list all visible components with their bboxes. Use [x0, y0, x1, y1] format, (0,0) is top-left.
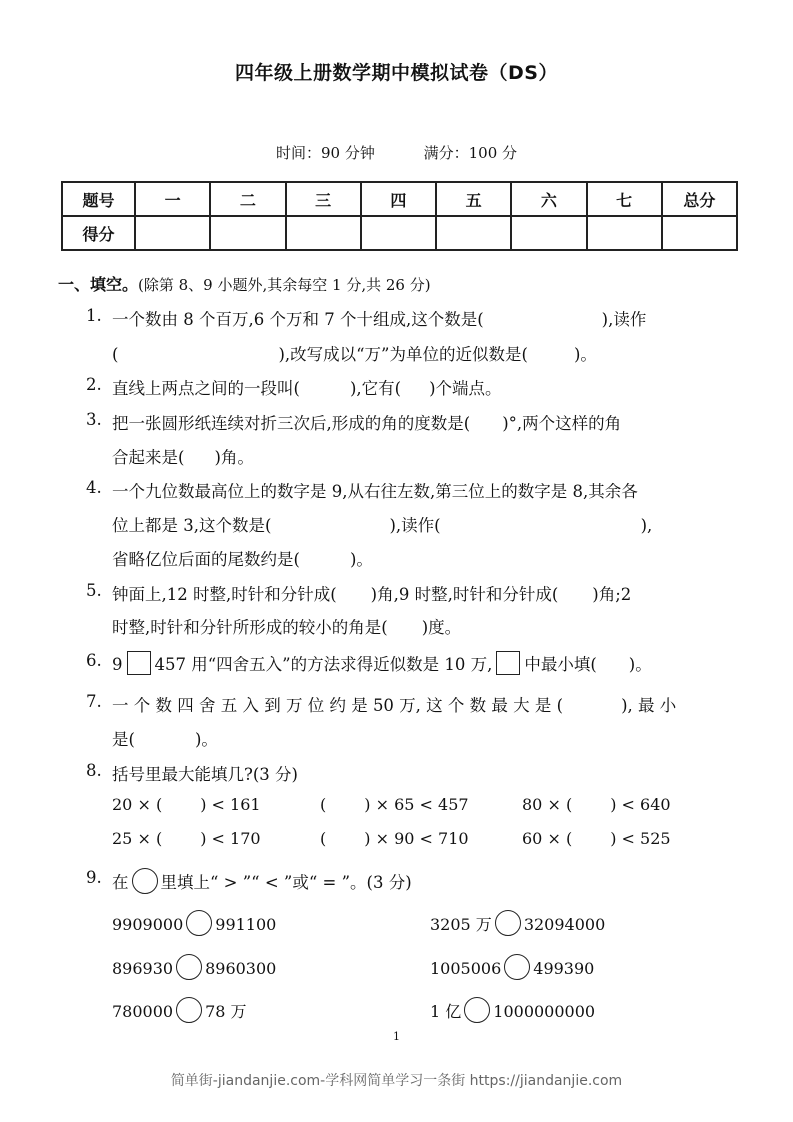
- compare-circle[interactable]: [464, 997, 490, 1023]
- q8-item: [112, 829, 261, 848]
- q8-right: ) < 170: [200, 829, 261, 848]
- q8-right: ) × 90 < 710: [364, 829, 469, 848]
- question-4-line-1: [112, 478, 638, 502]
- question-4-line-3: [112, 546, 373, 570]
- exam-meta: [0, 142, 793, 163]
- q9-left: 3205 万: [430, 915, 492, 934]
- score-cell[interactable]: [135, 216, 210, 250]
- footer-watermark: 简单街-jiandanjie.com-学科网简单学习一条街 https://jiandanjie.com: [170, 1073, 623, 1089]
- q1-text: (: [112, 345, 119, 364]
- question-number: 4.: [86, 478, 102, 497]
- q4-text: ),: [640, 516, 653, 535]
- q8-left: 20 × (: [112, 795, 163, 814]
- q6-text: )。: [628, 655, 652, 674]
- header-cell: 六: [511, 182, 586, 216]
- header-cell: 总分: [662, 182, 737, 216]
- q5-text: )度。: [421, 618, 462, 637]
- q3-text: 把一张圆形纸连续对折三次后,形成的角的度数是(: [112, 414, 471, 433]
- question-7-line-2: [112, 726, 218, 750]
- score-cell[interactable]: [361, 216, 436, 250]
- header-cell: 三: [286, 182, 361, 216]
- q3-text: 合起来是(: [112, 448, 185, 467]
- q8-item: [112, 795, 261, 814]
- row-label: 得分: [62, 216, 135, 250]
- q9-item: [430, 997, 595, 1023]
- question-number: 7.: [86, 692, 102, 711]
- header-cell: 五: [436, 182, 511, 216]
- q1-text: ),改写成以“万”为单位的近似数是(: [278, 345, 528, 364]
- q4-text: 省略亿位后面的尾数约是(: [112, 550, 300, 569]
- section-title: 一、填空。: [58, 275, 139, 294]
- q4-text: 一个九位数最高位上的数字是 9,从右往左数,第三位上的数字是 8,其余各: [112, 482, 638, 501]
- q9-item: [112, 954, 276, 980]
- question-number: 1.: [86, 306, 102, 325]
- header-cell: 七: [587, 182, 662, 216]
- question-number: 9.: [86, 868, 102, 887]
- score-cell[interactable]: [511, 216, 586, 250]
- q6-text: 9: [112, 655, 123, 674]
- q4-text: )。: [349, 550, 373, 569]
- header-cell: 题号: [62, 182, 135, 216]
- score-table: [61, 181, 738, 251]
- q1-text: ),读作: [601, 310, 647, 329]
- q5-text: )角;2: [592, 585, 632, 604]
- q5-text: 时整,时针和分针所形成的较小的角是(: [112, 618, 388, 637]
- q8-left: 25 × (: [112, 829, 163, 848]
- q2-text: ),它有(: [349, 379, 402, 398]
- question-3-line-2: [112, 444, 254, 468]
- q7-text: 一 个 数 四 舍 五 入 到 万 位 约 是 50 万, 这 个 数 最 大 是 (: [112, 696, 564, 715]
- q9-text: 里填上“ > ”“ < ”或“ = ”。(3 分): [160, 873, 412, 892]
- score-cell[interactable]: [210, 216, 285, 250]
- q9-item: [430, 954, 594, 980]
- q5-text: )角,9 时整,时针和分针成(: [370, 585, 559, 604]
- circle-icon: [132, 868, 158, 894]
- question-8-prompt: 括号里最大能填几?(3 分): [112, 765, 298, 784]
- header-cell: 一: [135, 182, 210, 216]
- q9-left: 1005006: [430, 959, 502, 978]
- q8-right: ) < 640: [610, 795, 671, 814]
- compare-circle[interactable]: [495, 910, 521, 936]
- score-table-header-row: [62, 182, 737, 216]
- q9-right: 78 万: [205, 1002, 247, 1021]
- q9-left: 1 亿: [430, 1002, 462, 1021]
- q1-text: 一个数由 8 个百万,6 个万和 7 个十组成,这个数是(: [112, 310, 484, 329]
- score-cell[interactable]: [436, 216, 511, 250]
- compare-circle[interactable]: [504, 954, 530, 980]
- q9-left: 780000: [112, 1002, 174, 1021]
- header-cell: 四: [361, 182, 436, 216]
- q7-text: ), 最 小: [621, 696, 677, 715]
- q8-left: (: [320, 795, 327, 814]
- q9-item: [112, 910, 276, 936]
- q9-right: 32094000: [523, 915, 606, 934]
- q9-left: 9909000: [112, 915, 184, 934]
- q8-right: ) < 525: [610, 829, 671, 848]
- q1-text: )。: [573, 345, 597, 364]
- q7-text: 是(: [112, 730, 135, 749]
- compare-circle[interactable]: [176, 997, 202, 1023]
- section-heading: [58, 272, 431, 295]
- digit-box[interactable]: [496, 651, 520, 675]
- question-9-prompt: [112, 868, 412, 894]
- q8-item: [320, 829, 469, 848]
- q8-item: [522, 795, 671, 814]
- digit-box[interactable]: [127, 651, 151, 675]
- q9-item: [112, 997, 247, 1023]
- q8-right: ) < 161: [200, 795, 261, 814]
- full-score: 满分：100 分: [423, 144, 518, 162]
- q5-text: 钟面上,12 时整,时针和分针成(: [112, 585, 337, 604]
- q8-item: [522, 829, 671, 848]
- header-cell: 二: [210, 182, 285, 216]
- q3-text: )角。: [214, 448, 254, 467]
- exam-title: 四年级上册数学期中模拟试卷（DS）: [235, 62, 558, 84]
- q9-text: 在: [112, 873, 129, 892]
- q4-text: 位上都是 3,这个数是(: [112, 516, 272, 535]
- question-3-line-1: [112, 410, 621, 434]
- q7-text: )。: [194, 730, 218, 749]
- q8-item: [320, 795, 469, 814]
- time-limit: 时间：90 分钟: [275, 144, 375, 162]
- question-number: 8.: [86, 761, 102, 780]
- question-6: [112, 651, 652, 675]
- q8-left: 80 × (: [522, 795, 573, 814]
- question-number: 6.: [86, 651, 102, 670]
- q8-left: 60 × (: [522, 829, 573, 848]
- compare-circle[interactable]: [186, 910, 212, 936]
- compare-circle[interactable]: [176, 954, 202, 980]
- question-5-line-1: [112, 581, 631, 605]
- q8-left: (: [320, 829, 327, 848]
- q2-text: )个端点。: [429, 379, 502, 398]
- question-5-line-2: [112, 614, 461, 638]
- q9-right: 8960300: [205, 959, 277, 978]
- q9-item: [430, 910, 605, 936]
- question-2: [112, 375, 502, 399]
- score-table-score-row: [62, 216, 737, 250]
- question-number: 3.: [86, 410, 102, 429]
- q9-left: 896930: [112, 959, 174, 978]
- q4-text: ),读作(: [389, 516, 441, 535]
- question-1-line-2: [112, 341, 597, 365]
- q8-right: ) × 65 < 457: [364, 795, 469, 814]
- score-cell[interactable]: [662, 216, 737, 250]
- question-4-line-2: [112, 512, 652, 536]
- q9-right: 1000000000: [493, 1002, 596, 1021]
- q6-text: 中最小填(: [524, 655, 597, 674]
- q9-right: 991100: [215, 915, 277, 934]
- score-cell[interactable]: [286, 216, 361, 250]
- q6-text: 457 用“四舍五入”的方法求得近似数是 10 万,: [154, 655, 493, 674]
- score-cell[interactable]: [587, 216, 662, 250]
- q9-right: 499390: [533, 959, 595, 978]
- question-number: 5.: [86, 581, 102, 600]
- q3-text: )°,两个这样的角: [502, 414, 622, 433]
- section-note: (除第 8、9 小题外,其余每空 1 分,共 26 分): [138, 276, 431, 294]
- q2-text: 直线上两点之间的一段叫(: [112, 379, 300, 398]
- page-number: 1: [393, 1030, 400, 1043]
- question-7-line-1: [112, 692, 676, 716]
- question-1-line-1: [112, 306, 646, 330]
- question-number: 2.: [86, 375, 102, 394]
